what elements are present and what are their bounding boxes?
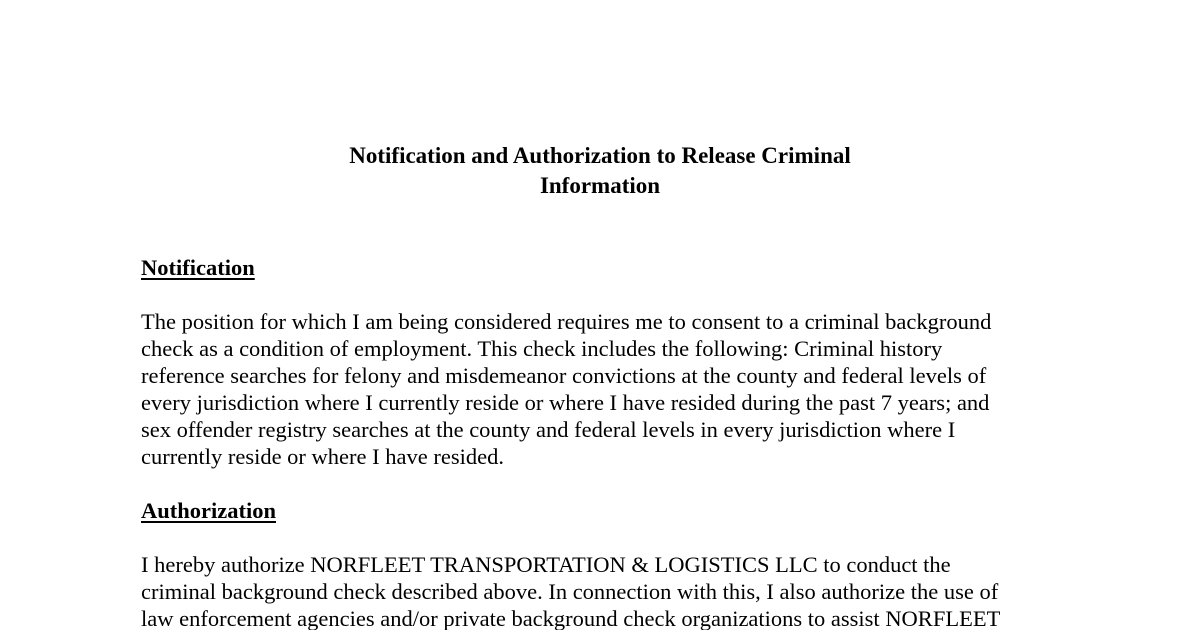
notification-line-6: currently reside or where I have resided. — [141, 444, 504, 469]
authorization-heading: Authorization — [141, 498, 276, 523]
authorization-paragraph — [141, 551, 1101, 630]
notification-paragraph — [141, 308, 1101, 470]
title-line-1: Notification and Authorization to Release Criminal — [349, 143, 851, 168]
document-title — [0, 141, 1200, 201]
authorization-line-2: criminal background check described above. In connection with this, I also authorize the use of — [141, 579, 999, 604]
authorization-line-3: law enforcement agencies and/or private background check organizations to assist NORFLEET — [141, 606, 1001, 630]
notification-heading: Notification — [141, 255, 255, 280]
title-line-2: Information — [539, 173, 661, 198]
notification-line-3: reference searches for felony and misdemeanor convictions at the county and federal levels of — [141, 363, 987, 388]
authorization-line-1: I hereby authorize NORFLEET TRANSPORTATION & LOGISTICS LLC to conduct the — [141, 552, 951, 577]
notification-line-4: every jurisdiction where I currently reside or where I have resided during the past 7 years; and — [141, 390, 990, 415]
notification-line-1: The position for which I am being considered requires me to consent to a criminal background — [141, 309, 992, 334]
notification-line-2: check as a condition of employment. This check includes the following: Criminal history — [141, 336, 943, 361]
notification-line-5: sex offender registry searches at the county and federal levels in every jurisdiction where I — [141, 417, 956, 442]
